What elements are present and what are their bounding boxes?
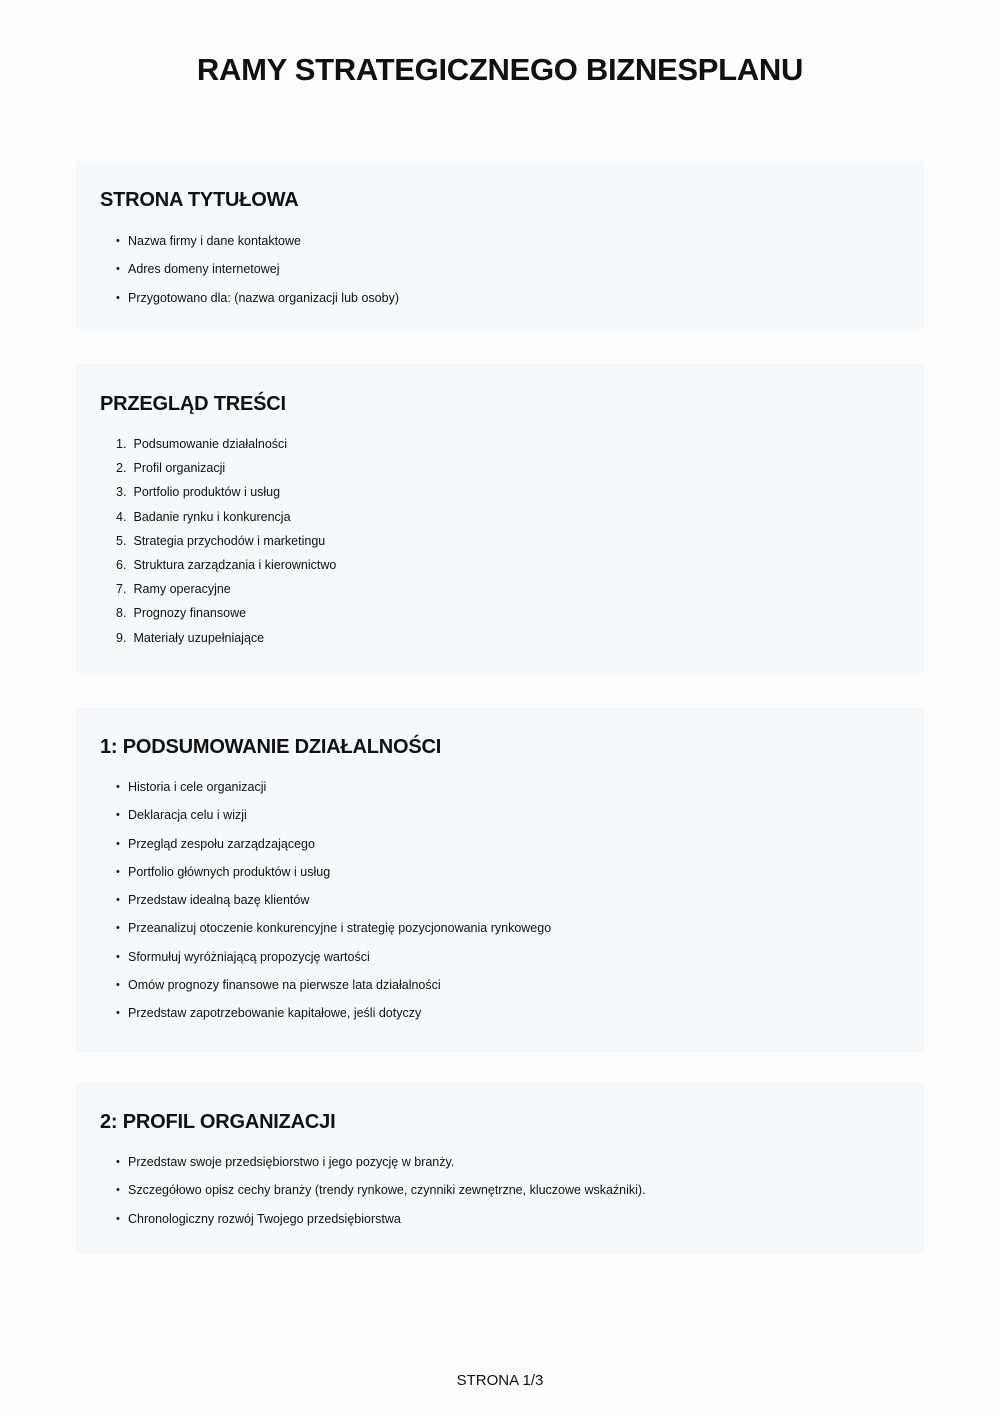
list-item: • Omów prognozy finansowe na pierwsze lata działalności: [116, 978, 551, 1006]
list-item: [116, 582, 336, 606]
item-text: Podsumowanie działalności: [133, 437, 288, 451]
item-text: Strategia przychodów i marketingu: [133, 533, 326, 548]
item-number: 6.: [116, 557, 127, 572]
section-heading: 1: PODSUMOWANIE DZIAŁALNOŚCI: [100, 736, 442, 758]
list-item: • Szczegółowo opisz cechy branży (trendy rynkowe, czynniki zewnętrzne, kluczowe wskaźniki).: [116, 1183, 646, 1211]
list-item: • Nazwa firmy i dane kontaktowe: [116, 234, 399, 262]
item-number: 4.: [116, 509, 127, 524]
list-item: • Przygotowano dla: (nazwa organizacji lub osoby): [116, 291, 399, 319]
item-number: 8.: [116, 606, 127, 621]
numbered-list: [116, 437, 336, 655]
bullet-list: [116, 780, 551, 1035]
bullet-list: [116, 234, 399, 319]
item-number: 7.: [116, 582, 127, 597]
item-number: 2.: [116, 461, 127, 476]
list-item: • Adres domeny internetowej: [116, 262, 399, 290]
document-title: RAMY STRATEGICZNEGO BIZNESPLANU: [196, 52, 804, 87]
list-item: • Sformułuj wyróżniającą propozycję wartości: [116, 950, 551, 978]
list-item: • Historia i cele organizacji: [116, 780, 551, 808]
list-item: • Chronologiczny rozwój Twojego przedsiębiorstwa: [116, 1212, 646, 1240]
list-item: • Deklaracja celu i wizji: [116, 808, 551, 836]
item-number: 9.: [116, 630, 127, 645]
list-item: [116, 534, 336, 558]
list-item: • Przeanalizuj otoczenie konkurencyjne i strategię pozycjonowania rynkowego: [116, 921, 551, 949]
bullet-list: [116, 1155, 646, 1240]
list-item: • Przegląd zespołu zarządzającego: [116, 837, 551, 865]
section-business-summary: [76, 708, 924, 1052]
section-title-page: [76, 161, 924, 331]
list-item: • Przedstaw swoje przedsiębiorstwo i jego pozycję w branży.: [116, 1155, 646, 1183]
list-item: [116, 631, 336, 655]
section-heading: 2: PROFIL ORGANIZACJI: [100, 1111, 336, 1133]
item-number: 3.: [116, 485, 127, 500]
list-item: [116, 558, 336, 582]
section-organization-profile: [76, 1083, 924, 1253]
item-text: Prognozy finansowe: [133, 606, 247, 621]
item-text: Struktura zarządzania i kierownictwo: [133, 557, 337, 572]
section-table-of-contents: [76, 364, 924, 675]
item-text: Materiały uzupełniające: [133, 630, 265, 645]
list-item: [116, 606, 336, 630]
list-item: • Przedstaw zapotrzebowanie kapitałowe, jeśli dotyczy: [116, 1006, 551, 1034]
list-item: [116, 437, 336, 461]
list-item: [116, 485, 336, 509]
list-item: [116, 461, 336, 485]
list-item: • Portfolio głównych produktów i usług: [116, 865, 551, 893]
item-text: Portfolio produktów i usług: [133, 485, 281, 500]
list-item: • Przedstaw idealną bazę klientów: [116, 893, 551, 921]
item-text: Badanie rynku i konkurencja: [133, 509, 291, 524]
page-number: STRONA 1/3: [456, 1372, 544, 1389]
item-text: Profil organizacji: [133, 461, 226, 476]
item-text: Ramy operacyjne: [133, 582, 231, 597]
section-heading: PRZEGLĄD TREŚCI: [100, 393, 286, 415]
list-item: [116, 510, 336, 534]
item-number: 5.: [116, 533, 127, 548]
item-number: 1.: [116, 437, 127, 451]
section-heading: STRONA TYTUŁOWA: [100, 189, 299, 211]
